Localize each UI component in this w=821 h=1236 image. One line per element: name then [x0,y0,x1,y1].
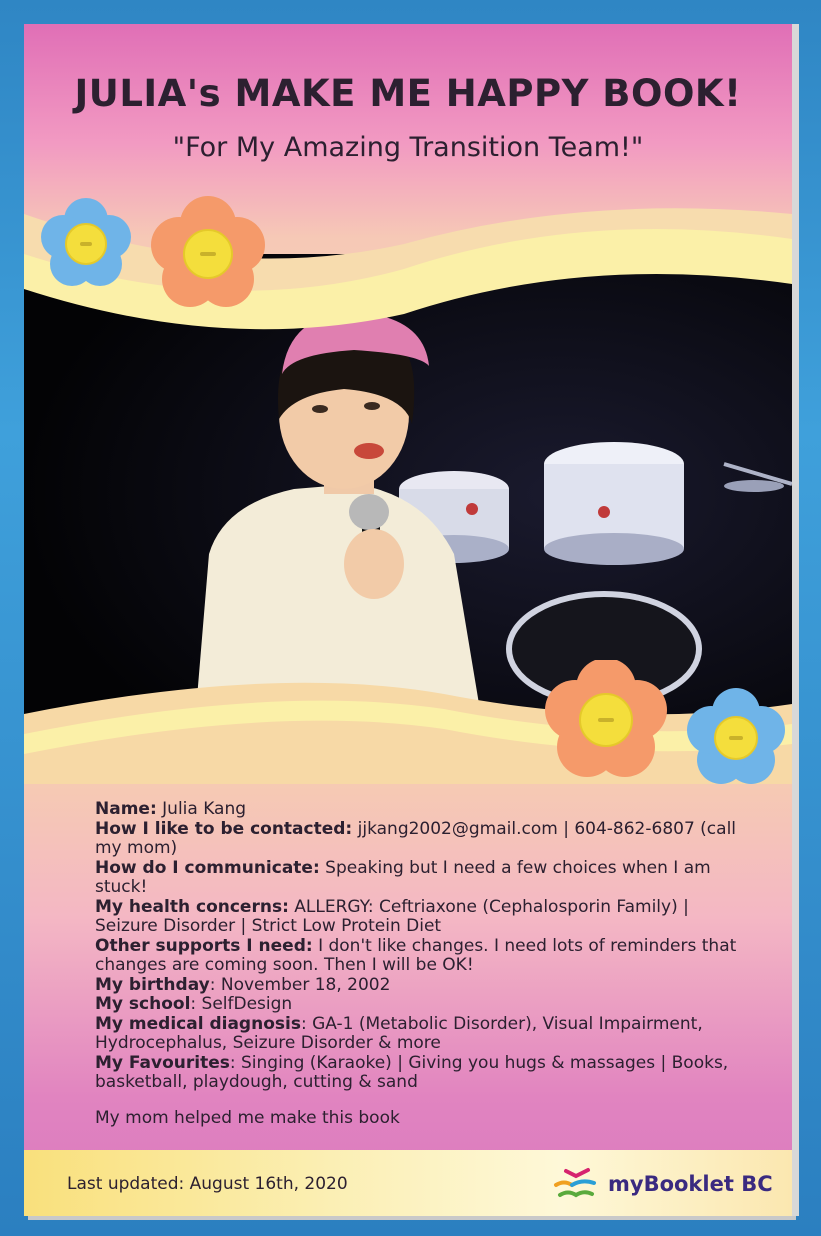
flowers-top-left [38,196,288,346]
info-value: : November 18, 2002 [209,974,391,995]
info-label: My birthday [95,974,210,995]
info-value: I don't like changes. I need lots of reminders that changes are coming soon. Then I will be OK! [95,935,737,975]
info-value: Julia Kang [156,799,247,819]
helped-note: My mom helped me make this book [95,1108,400,1128]
blue-flower-icon [41,198,131,286]
info-row-contact [95,820,755,859]
info-label: My health concerns: [95,896,289,917]
orange-flower-icon [151,196,265,307]
info-value: Speaking but I need a few choices when I am stuck! [95,857,711,897]
flowers-bottom-right [536,660,792,810]
info-label: How do I communicate: [95,857,320,878]
info-row-favourites [95,1054,755,1093]
booklet-page [24,24,792,1216]
info-row-birthday [95,976,755,996]
mybooklet-logo [552,1164,773,1204]
info-row-school [95,995,755,1015]
blue-flower-icon [687,688,785,784]
info-label: How I like to be contacted: [95,818,353,839]
orange-flower-icon [545,660,667,777]
brand-name: myBooklet BC [608,1172,773,1196]
info-value: : Singing (Karaoke) | Giving you hugs & massages | Books, basketball, playdough, cutting & sand [95,1052,729,1092]
info-row-communicate [95,859,755,898]
page-title: JULIA's MAKE ME HAPPY BOOK! [74,72,742,115]
info-value: jjkang2002@gmail.com | 604-862-6807 (call my mom) [95,818,737,858]
info-row-name [95,800,755,820]
info-row-diagnosis [95,1015,755,1054]
profile-info [95,800,755,1093]
info-row-health [95,898,755,937]
page-subtitle: "For My Amazing Transition Team!" [172,132,644,163]
info-row-supports [95,937,755,976]
info-label: My school [95,994,191,1014]
info-label: Name: [95,799,157,819]
info-label: My Favourites [95,1052,230,1073]
book-logo-icon [552,1167,600,1201]
info-value: : SelfDesign [190,994,293,1014]
info-label: Other supports I need: [95,935,313,956]
last-updated: Last updated: August 16th, 2020 [67,1174,348,1194]
info-value: ALLERGY: Ceftriaxone (Cephalosporin Family) | Seizure Disorder | Strict Low Protein Diet [95,896,689,936]
page-edge [792,24,799,1216]
footer-bar [24,1150,792,1216]
info-label: My medical diagnosis [95,1013,301,1034]
info-value: : GA-1 (Metabolic Disorder), Visual Impairment, Hydrocephalus, Seizure Disorder & more [95,1013,703,1053]
